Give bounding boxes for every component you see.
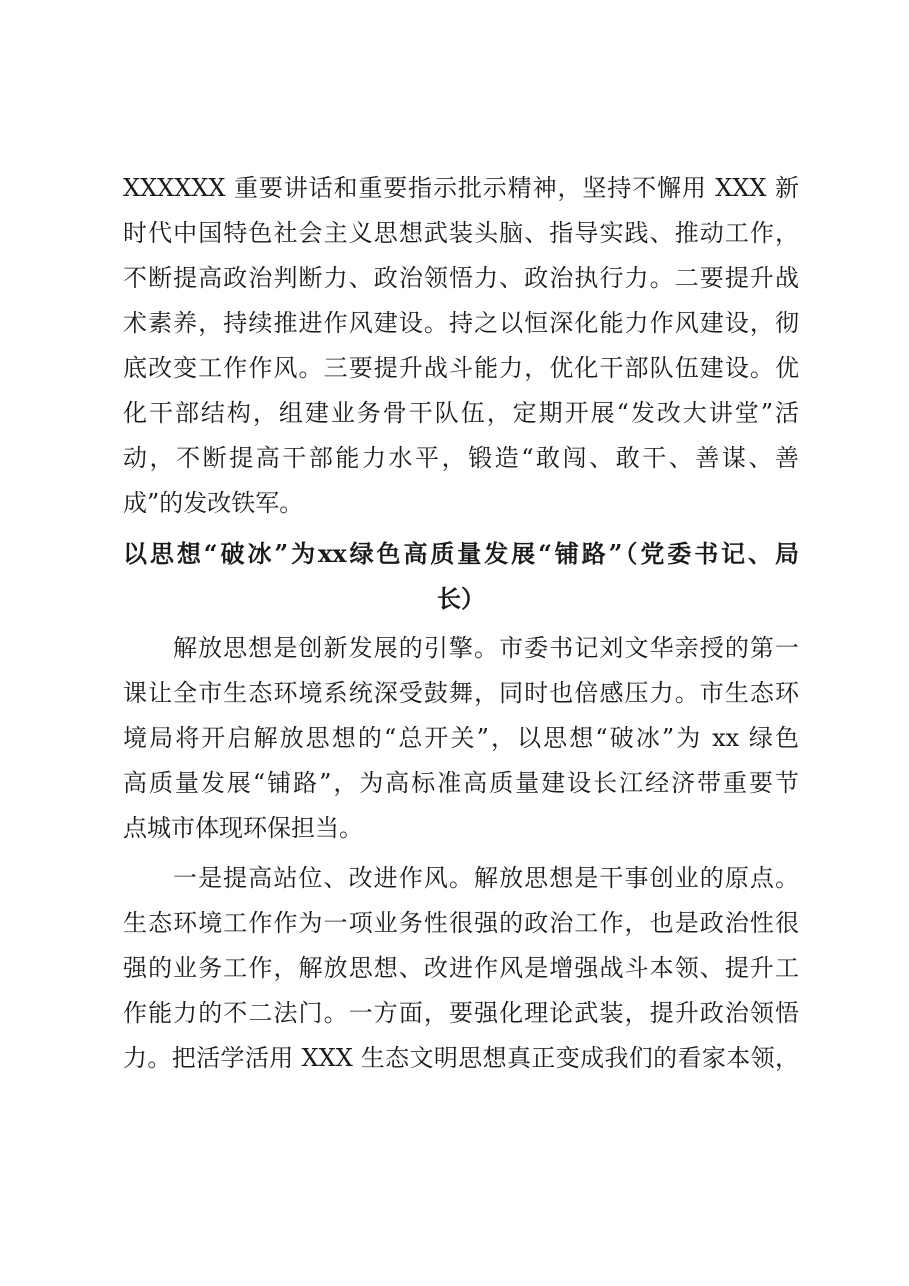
paragraph-line: 力。把活学活用 XXX 生态文明思想真正变成我们的看家本领， bbox=[123, 1044, 799, 1072]
paragraph-1 bbox=[123, 166, 799, 526]
paragraph-line: 高质量发展“铺路”，为高标准高质量建设长江经济带重要节 bbox=[123, 769, 799, 797]
paragraph-line: 境局将开启解放思想的“总开关”，以思想“破冰”为 xx 绿色 bbox=[123, 724, 799, 752]
paragraph-line: 强的业务工作，解放思想、改进作风是增强战斗本领、提升工 bbox=[123, 954, 799, 982]
paragraph-line: 解放思想是创新发展的引擎。市委书记刘文华亲授的第一 bbox=[173, 634, 799, 662]
paragraph-line: 术素养，持续推进作风建设。持之以恒深化能力作风建设，彻 bbox=[123, 309, 799, 337]
paragraph-line: 化干部结构，组建业务骨干队伍，定期开展“发改大讲堂”活 bbox=[123, 399, 799, 427]
section-heading-line: 以思想“破冰”为xx绿色高质量发展“铺路”（党委书记、局 bbox=[123, 539, 799, 568]
paragraph-2 bbox=[123, 626, 799, 851]
paragraph-line: 点城市体现环保担当。 bbox=[123, 814, 363, 842]
paragraph-line: 一是提高站位、改进作风。解放思想是干事创业的原点。 bbox=[173, 864, 799, 892]
paragraph-line: 生态环境工作作为一项业务性很强的政治工作，也是政治性很 bbox=[123, 909, 799, 937]
paragraph-line: 动，不断提高干部能力水平，锻造“敢闯、敢干、善谋、善 bbox=[123, 444, 799, 472]
section-heading bbox=[123, 531, 799, 621]
paragraph-line: 底改变工作作风。三要提升战斗能力，优化干部队伍建设。优 bbox=[123, 354, 799, 382]
section-heading-line: 长） bbox=[437, 584, 485, 613]
paragraph-line: 作能力的不二法门。一方面，要强化理论武装，提升政治领悟 bbox=[123, 999, 799, 1027]
document-body bbox=[123, 166, 799, 1081]
paragraph-line: 课让全市生态环境系统深受鼓舞，同时也倍感压力。市生态环 bbox=[123, 679, 799, 707]
paragraph-line: 时代中国特色社会主义思想武装头脑、指导实践、推动工作， bbox=[123, 219, 799, 247]
paragraph-line: 不断提高政治判断力、政治领悟力、政治执行力。二要提升战 bbox=[123, 264, 799, 292]
paragraph-3 bbox=[123, 856, 799, 1081]
paragraph-line: XXXXXX 重要讲话和重要指示批示精神，坚持不懈用 XXX 新 bbox=[123, 174, 799, 202]
paragraph-line: 成”的发改铁军。 bbox=[123, 489, 304, 517]
